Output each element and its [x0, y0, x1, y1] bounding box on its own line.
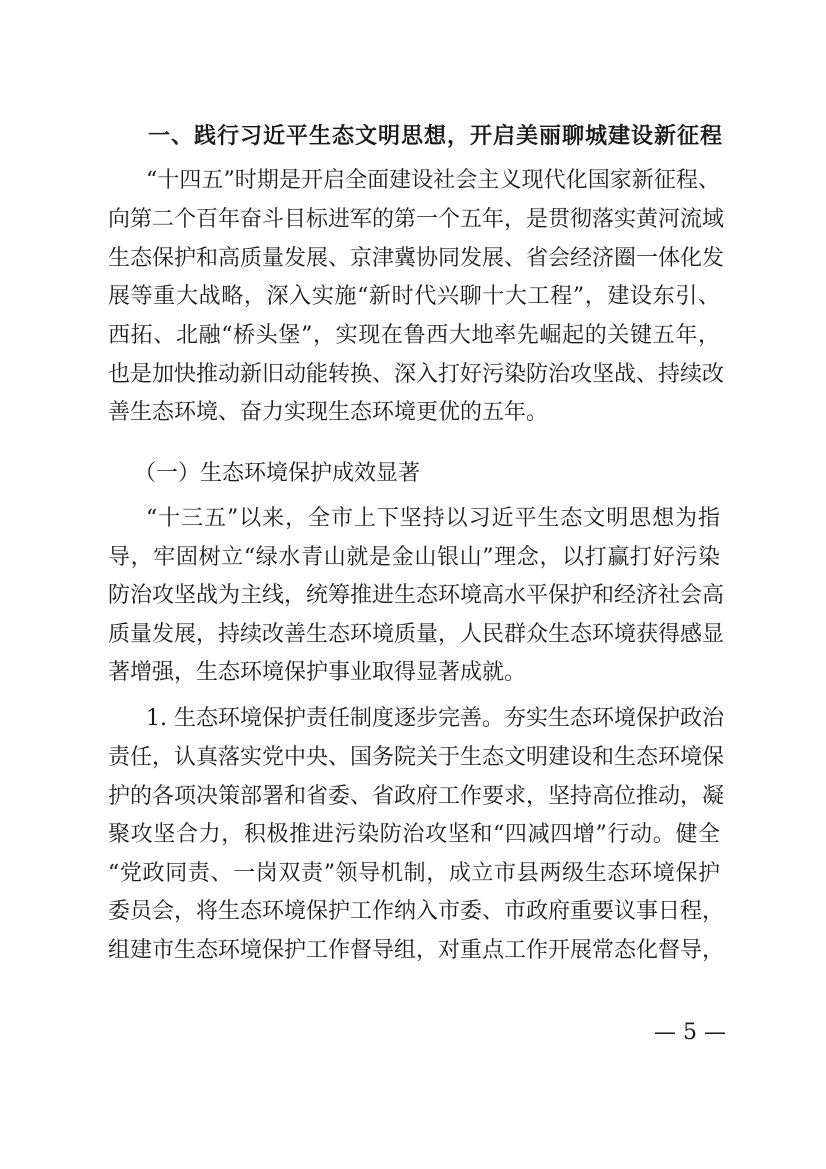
paragraph-3-line: 委员会，将生态环境保护工作纳入市委、市政府重要议事日程，: [108, 899, 725, 924]
paragraph-3-line: “党政同责、一岗双责”领导机制，成立市县两级生态环境保护: [108, 861, 720, 886]
paragraph-2-line: “十三五”以来，全市上下坚持以习近平生态文明思想为指: [146, 506, 720, 531]
paragraph-1-line: 西拓、北融“桥头堡”，实现在鲁西大地率先崛起的关键五年，: [108, 323, 720, 348]
paragraph-3-line: 聚攻坚合力，积极推进污染防治攻坚和“四减四增”行动。健全: [108, 822, 720, 847]
paragraph-1-line: 向第二个百年奋斗目标进军的第一个五年，是贯彻落实黄河流域: [108, 207, 725, 232]
paragraph-1-line: 善生态环境、奋力实现生态环境更优的五年。: [108, 400, 549, 425]
paragraph-2-line: 质量发展，持续改善生态环境质量，人民群众生态环境获得感显: [108, 622, 725, 647]
paragraph-3-line: 护的各项决策部署和省委、省政府工作要求，坚持高位推动，凝: [108, 784, 725, 809]
paragraph-2-line: 防治攻坚战为主线，统筹推进生态环境高水平保护和经济社会高: [108, 583, 725, 608]
paragraph-3-line: 责任，认真落实党中央、国务院关于生态文明建设和生态环境保: [108, 745, 725, 770]
paragraph-2-line: 导，牢固树立“绿水青山就是金山银山”理念，以打赢打好污染: [108, 545, 720, 570]
paragraph-1-line: 展等重大战略，深入实施“新时代兴聊十大工程”，建设东引、: [108, 284, 720, 309]
paragraph-1-line: 生态保护和高质量发展、京津冀协同发展、省会经济圈一体化发: [108, 246, 725, 271]
paragraph-3-line: 组建市生态环境保护工作督导组，对重点工作开展常态化督导，: [108, 938, 725, 963]
paragraph-1-line: “十四五”时期是开启全面建设社会主义现代化国家新征程、: [146, 168, 720, 193]
page-number: — 5 —: [654, 1020, 726, 1045]
subsection-heading: （一）生态环境保护成效显著: [134, 461, 421, 486]
paragraph-2-line: 著增强，生态环境保护事业取得显著成就。: [108, 660, 527, 685]
paragraph-1-line: 也是加快推动新旧动能转换、深入打好污染防治攻坚战、持续改: [108, 362, 725, 387]
section-heading: 一、践行习近平生态文明思想，开启美丽聊城建设新征程: [148, 124, 722, 149]
paragraph-3-line: 1. 生态环境保护责任制度逐步完善。夯实生态环境保护政治: [146, 706, 724, 731]
